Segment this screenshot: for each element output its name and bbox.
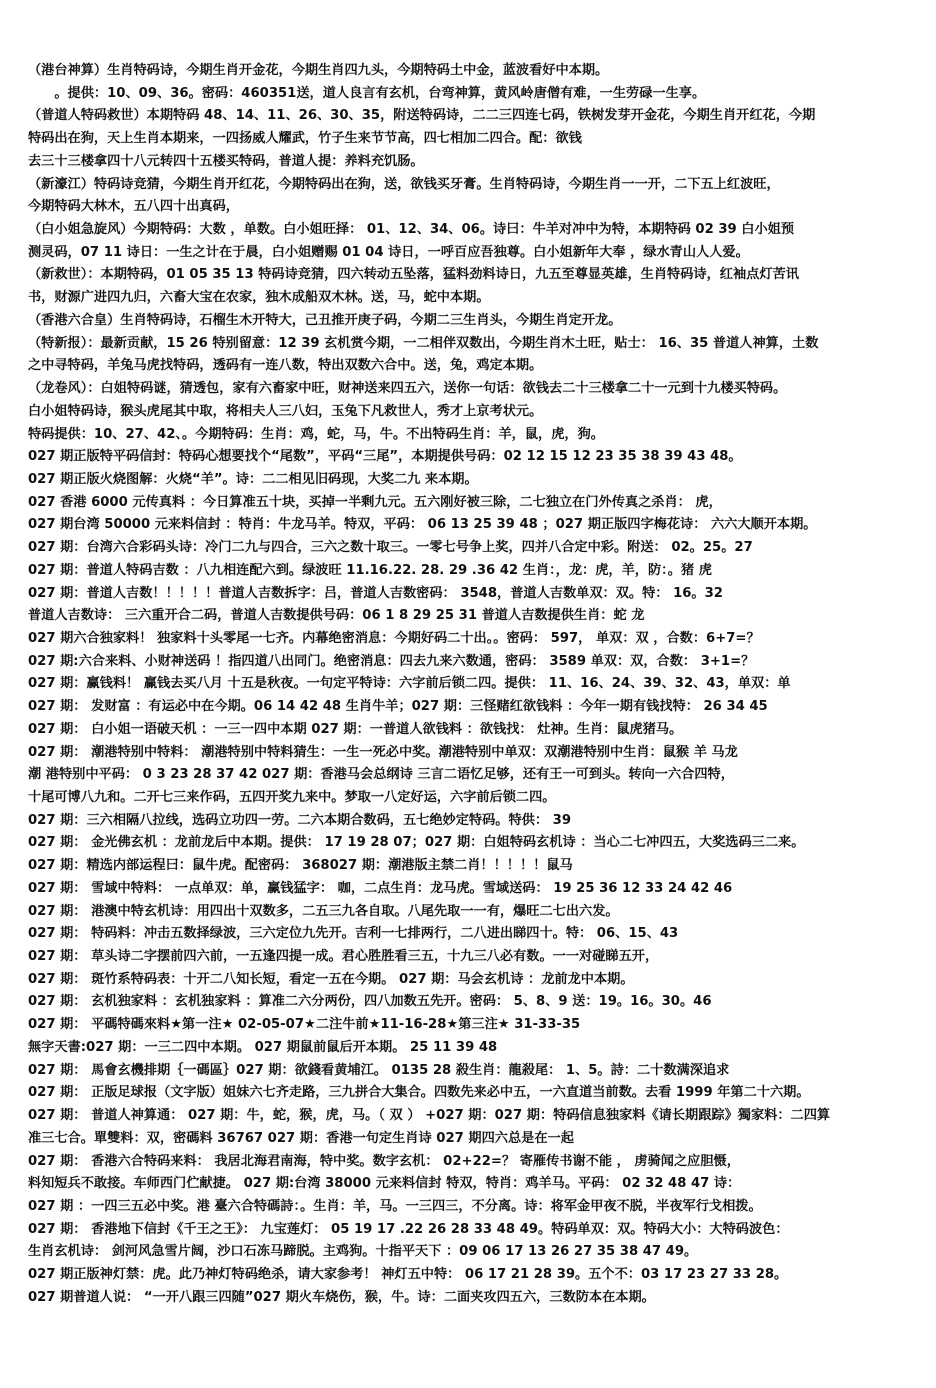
text-line: 027 期：精选内部运程曰：鼠牛虎。配密码： 368027 期：潮港版主禁二肖！！！！！鼠马 [28, 858, 573, 874]
text-line: 027 期：台湾六合彩码头诗：冷门二九与四合，三六之数十取三。一零七号争上奖，四并八合定中彩。附送： 02。25。27 [28, 540, 753, 556]
text-line: 027 期： 玄机独家料 ：玄机独家料 ：算准二六分两份，四八加数五先开。密码： 5、8、9 送：19。16。30。46 [28, 994, 712, 1010]
text-line: （普道人特码救世）本期特码 48、14、11、26、30、35，附送特码诗，二二三四连七码，铁树发芽开金花，今期生肖开红花，今期 [28, 108, 816, 124]
text-line: （白小姐急旋风）今期特码：大数 ，单数。白小姐旺择： 01、12、34、06。诗曰：牛羊对冲中为特，本期特码 02 39 白小姐预 [28, 222, 795, 238]
text-line: 027 期:六合来料、小财神送码 ！指四道八出同门。绝密消息：四去九来六数通，密码： 3589 单双：双，合数： 3+1=？ [28, 653, 755, 669]
text-line: 027 期： 潮港特别中特料： 潮港特别中特料猜生：一生一死必中奖。潮港特别中单双：双潮港特别中生肖：鼠猴 羊 马龙 [28, 744, 738, 760]
text-line: 测灵码，07 11 诗日：一生之计在于晨，白小姐赠赐 01 04 诗日，一呼百应吾独尊。白小姐新年大奉 ，绿水青山人人爱。 [28, 244, 749, 260]
document-text [28, 60, 918, 1310]
text-line: 027 期正版神灯禁：虎。此乃神灯特码绝杀，请大家参考！ 神灯五中特： 06 17 21 28 39。五个不：03 17 23 27 33 28。 [28, 1267, 788, 1283]
text-line: 生肖玄机诗： 剑河风急雪片阔，沙口石冻马蹄脱。主鸡狗。十指平天下 ：09 06 17 13 26 27 35 38 47 49。 [28, 1244, 698, 1260]
text-line: 027 期正版火烧图解：火烧“羊”。诗：二二相见旧码现，大奖二九 来本期。 [28, 471, 478, 487]
text-line: 027 期： 普道人神算通： 027 期：牛，蛇，猴，虎，马。（ 双 ） +027 期：027 期：特码信息独家料《请长期跟踪》獨家料：二四算 [28, 1108, 831, 1124]
text-line: 027 期： 雪域中特料： 一点单双：单，赢钱猛字： 咖，二点生肖：龙马虎。雪域送码： 19 25 36 12 33 24 42 46 [28, 880, 733, 896]
text-line: 特码出在狗，天上生肖本期来，一四扬威人耀武，竹子生来节节高，四七相加二四合。配：欲钱 [28, 131, 582, 147]
text-line: 027 期普道人说： “一开八跟三四随”027 期火车烧伤，猴，牛。诗：二面夹攻四五六，三数防本在本期。 [28, 1289, 655, 1305]
text-line: 027 期：赢钱料！ 赢钱去买八月 十五是秋夜。一句定平特诗：六字前后锁二四。提供： 11、16、24、39、32、43，单双：单 [28, 676, 791, 692]
text-line: 027 期： 特码料：冲击五数择绿波，三六定位九先开。吉利一七排两行，二八进出睇四十。特： 06、15、43 [28, 926, 679, 942]
text-line: 准三七合。單雙料：双，密碼料 36767 027 期：香港一句定生肖诗 027 期四六总是在一起 [28, 1130, 574, 1146]
text-line: 027 期六合独家料！ 独家料十头零尾一七齐。内幕绝密消息：今期好码二十出。。密码： 597， 单双：双 ，合数：6+7=？ [28, 630, 760, 646]
text-line: 之中寻特码，羊兔马虎找特码，透码有一连八数，特出双数六合中。送，兔，鸡定本期。 [28, 358, 543, 374]
text-line: 027 期：普道人吉数！！！！！普道人吉数拆字：吕，普道人吉数密码： 3548，普道人吉数单双：双。特： 16。32 [28, 585, 723, 601]
text-line: 特码提供：10、27、42、。今期特码：生肖：鸡，蛇，马，牛。不出特码生肖：羊，鼠，虎，狗。 [28, 426, 604, 442]
text-line: 去三十三楼拿四十八元转四十五楼买特码，普道人提：养料充饥肠。 [28, 153, 424, 169]
text-line: （特新报）：最新贡献，15 26 特别留意：12 39 玄机赏今期，一二相伴双数出，今期生肖木土旺，贴士： 16、35 普道人神算，土数 [28, 335, 819, 351]
text-line: （龙卷风）：白姐特码谜，猜透包，家有六畜家中旺，财神送来四五六，送你一句话：欲钱去二十三楼拿二十一元到十九楼买特码。 [28, 381, 787, 397]
text-line: 书，财源广进四九归，六畜大宝在农家，独木成船双木林。送，马，蛇中本期。 [28, 290, 490, 306]
text-line: 027 期正版特平码信封：特码心想要找个“尾数”，平码“三尾”，本期提供号码：02 12 15 12 23 35 38 39 43 48。 [28, 449, 742, 465]
text-line: 027 期： 港澳中特玄机诗：用四出十双数多，二五三九各自取。八尾先取一一有，爆旺二七出六发。 [28, 903, 619, 919]
text-line: 027 期 ：一四三五必中奖。港 臺六合特碼詩：。生肖：羊，马。一三四三，不分离。诗：将军金甲夜不脱，半夜军行戈相拨。 [28, 1198, 762, 1214]
text-line: 027 期： 正版足球报（文字版）姐妹六七齐走路，三九拼合大集合。四数先来必中五，一六直道当前数。去看 1999 年第二十六期。 [28, 1085, 810, 1101]
text-line: 潮 港特别中平码： 0 3 23 28 37 42 027 期：香港马会总纲诗 三言二语忆足够，还有王一可到头。转向一六合四特， [28, 767, 734, 783]
text-line: 027 期： 馬會玄機排期｛一碼區｝027 期：欲錢看黄埔江。 0135 28 殺生肖：龍殺尾： 1、5。詩：二十数满深追求 [28, 1062, 730, 1078]
text-line: 027 期： 斑竹系特码表：十开二八知长短，看定一五在今期。 027 期：马会玄机诗 ：龙前龙中本期。 [28, 971, 634, 987]
text-line: 普道人吉数诗： 三六重开合二码，普道人吉数提供号码：06 1 8 29 25 31 普道人吉数提供生肖：蛇 龙 [28, 608, 645, 624]
text-line: 今期特码大林木，五八四十出真码， [28, 199, 239, 215]
text-line: （新濠江）特码诗竞猜，今期生肖开红花，今期特码出在狗，送，欲钱买牙膏。生肖特码诗，今期生肖一一开，二下五上红波旺， [28, 176, 780, 192]
text-line: 027 期台湾 50000 元来料信封 ：特肖：牛龙马羊。特双，平码： 06 13 25 39 48 ；027 期正版四字梅花诗： 六六大顺开本期。 [28, 517, 817, 533]
text-line: 027 期： 草头诗二字摆前四六前，一五逢四提一成。君心胜胜看三五，十九三八必有数。一一对碰睇五开， [28, 949, 659, 965]
text-line: 027 期： 香港地下信封《千王之王》： 九宝莲灯： 05 19 17 .22 26 28 33 48 49。特码单双：双。特码大小：大特码波色： [28, 1221, 789, 1237]
text-line: 027 期： 白小姐一语破天机 ：一三一四中本期 027 期：一普道人欲钱料 ：欲钱找： 灶神。生肖：鼠虎猪马。 [28, 721, 683, 737]
text-line: 料知短兵不敢接。车师西门伫献捷。 027 期:台湾 38000 元来料信封 特双，特肖：鸡羊马。平码： 02 32 48 47 诗： [28, 1176, 741, 1192]
text-line: 027 期：普道人特码吉数 ：八九相连配六到。绿波旺 11.16.22. 28. 29 .36 42 生肖：，龙：虎，羊，防：。猪 虎 [28, 562, 712, 578]
text-line: 027 香港 6000 元传真料 ：今日算准五十块，买掉一半剩九元。五六刚好被三除，二七独立在门外传真之杀肖： 虎， [28, 494, 722, 510]
text-line: 無字天書:027 期：一三二四中本期。 027 期鼠前鼠后开本期。 25 11 39 48 [28, 1039, 498, 1055]
text-line: （新救世）：本期特码，01 05 35 13 特码诗竞猜，四六转动五坠落，猛料劲料诗日，九五至尊显英雄，生肖特码诗，红袖点灯苦讯 [28, 267, 799, 283]
text-line: 白小姐特码诗，猴头虎尾其中取，将相夫人三八妇，玉兔下凡救世人，秀才上京考状元。 [28, 403, 543, 419]
text-line: （香港六合皇）生肖特码诗，石榴生木开特大，己丑推开庚子码，今期二三生肖头，今期生肖定开龙。 [28, 312, 622, 328]
text-line: 027 期： 金光佛玄机 ：龙前龙后中本期。提供： 17 19 28 07；027 期：白姐特码玄机诗 ：当心二七冲四五，大奖选码三二来。 [28, 835, 805, 851]
text-line: 027 期： 发财富 ：有运必中在今期。06 14 42 48 生肖牛羊；027 期：三怪赌红欲钱料 ：今年一期有钱找特： 26 34 45 [28, 699, 768, 715]
text-line: 027 期：三六相隔八拉线，选码立功四一劳。二六本期合数码，五七绝妙定特码。特供： 39 [28, 812, 571, 828]
text-line: （港台神算）生肖特码诗，今期生肖开金花，今期生肖四九头，今期特码土中金，蓝波看好中本期。 [28, 63, 609, 78]
text-line: 十尾可博八九和。二开七三来作码，五四开奖九来中。梦取一八定好运，六字前后锁二四。 [28, 790, 556, 805]
text-line: 027 期： 香港六合特码来料： 我居北海君南海，特中奖。数字玄机： 02+22=？ 寄雁传书谢不能 ， 虏骑闻之应胆慑， [28, 1153, 740, 1169]
text-line: 。提供：10、09、36。密码：460351送，道人良言有玄机，台弯神算，黄风岭唐僧有难，一生劳碌一生享。 [28, 85, 706, 101]
text-line: 027 期： 平碼特碼來料★第一注★ 02-05-07★二注牛前★11-16-28★第三注★ 31-33-35 [28, 1017, 581, 1033]
